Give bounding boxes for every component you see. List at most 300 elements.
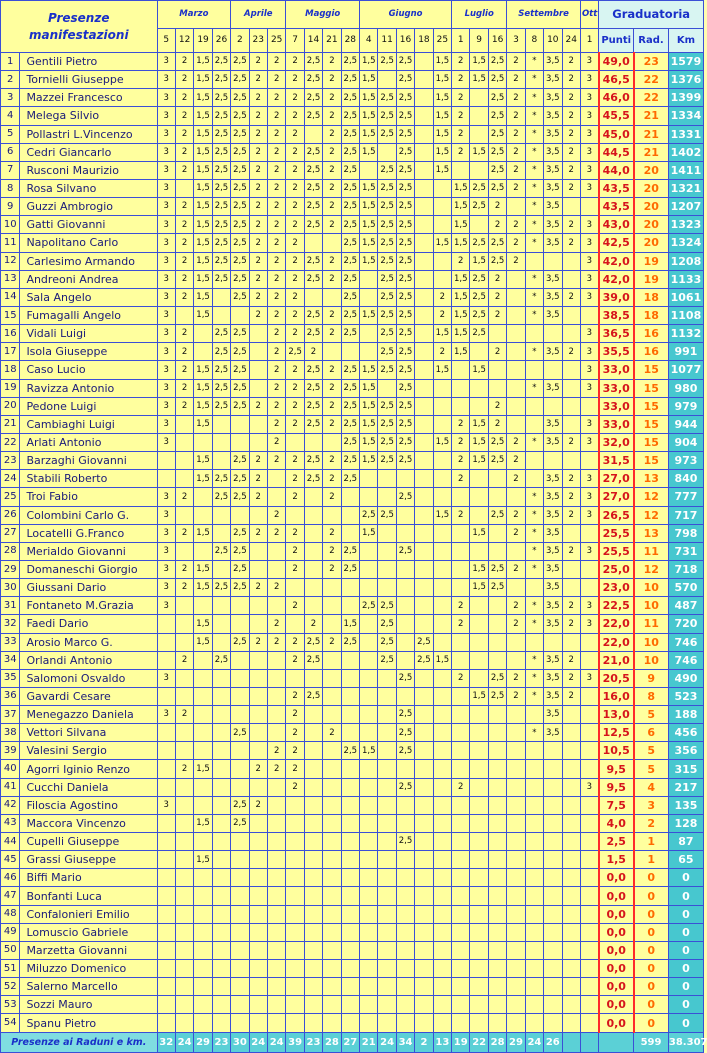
score-cell: 1,5 (360, 361, 378, 379)
score-cell: 1,5 (360, 252, 378, 270)
score-cell: 1,5 (452, 288, 470, 306)
score-cell: 2 (488, 306, 506, 324)
score-cell (341, 996, 359, 1014)
score-cell: 2 (323, 71, 341, 89)
score-cell (433, 633, 451, 651)
score-cell: 2 (323, 415, 341, 433)
participant-name: Barzaghi Giovanni (20, 452, 157, 470)
score-cell: 3 (157, 252, 175, 270)
score-cell: 3 (580, 470, 598, 488)
score-cell (157, 905, 175, 923)
score-cell: 2 (562, 234, 580, 252)
score-cell (433, 415, 451, 433)
score-cell: 2 (507, 669, 525, 687)
score-cell (525, 470, 543, 488)
month-header-marzo: Marzo (157, 1, 231, 29)
score-cell: 1,5 (194, 579, 212, 597)
score-cell: 2 (507, 107, 525, 125)
score-cell (562, 560, 580, 578)
score-cell: 2 (323, 724, 341, 742)
score-cell: 2 (323, 143, 341, 161)
score-cell (249, 724, 267, 742)
punti-value: 42,5 (599, 234, 634, 252)
score-cell (433, 669, 451, 687)
day-header: 9 (470, 29, 488, 53)
rad-value: 11 (634, 615, 669, 633)
score-cell (378, 978, 396, 996)
score-cell: 2,5 (396, 216, 414, 234)
score-cell (452, 379, 470, 397)
score-cell: 2 (507, 252, 525, 270)
score-cell (562, 379, 580, 397)
score-cell: 3 (580, 778, 598, 796)
table-row (1, 778, 704, 796)
score-cell (194, 996, 212, 1014)
score-cell (249, 978, 267, 996)
score-cell: 2,5 (396, 706, 414, 724)
score-cell (157, 960, 175, 978)
table-row (1, 452, 704, 470)
punti-value: 46,0 (599, 89, 634, 107)
score-cell (544, 760, 562, 778)
punti-value: 33,0 (599, 397, 634, 415)
column-total: 23 (212, 1033, 230, 1053)
score-cell: 1,5 (194, 851, 212, 869)
score-cell (433, 379, 451, 397)
score-cell (378, 960, 396, 978)
score-cell (415, 579, 433, 597)
score-cell: 2 (286, 234, 304, 252)
score-cell (212, 452, 230, 470)
score-cell (231, 506, 249, 524)
score-cell: 3,5 (544, 379, 562, 397)
score-cell (452, 978, 470, 996)
score-cell: 2 (562, 143, 580, 161)
participant-name: Guzzi Ambrogio (20, 198, 157, 216)
punti-value: 7,5 (599, 796, 634, 814)
score-cell (470, 851, 488, 869)
score-cell (580, 524, 598, 542)
punti-value: 0,0 (599, 996, 634, 1014)
punti-value: 0,0 (599, 905, 634, 923)
row-number: 38 (1, 724, 20, 742)
score-cell (562, 760, 580, 778)
score-cell: 2 (175, 379, 193, 397)
score-cell (249, 742, 267, 760)
score-cell (525, 996, 543, 1014)
score-cell: 3,5 (544, 343, 562, 361)
score-cell: 3 (157, 361, 175, 379)
participant-name: Melega Silvio (20, 107, 157, 125)
score-cell: 3,5 (544, 216, 562, 234)
score-cell (562, 579, 580, 597)
score-cell (194, 796, 212, 814)
score-cell (341, 833, 359, 851)
score-cell (562, 397, 580, 415)
score-cell: 1,5 (452, 216, 470, 234)
score-cell (562, 706, 580, 724)
row-number: 23 (1, 452, 20, 470)
rad-value: 12 (634, 560, 669, 578)
score-cell: 2,5 (231, 234, 249, 252)
table-row (1, 270, 704, 288)
score-cell (452, 796, 470, 814)
punti-value: 10,5 (599, 742, 634, 760)
score-cell: 1,5 (194, 234, 212, 252)
score-cell (157, 633, 175, 651)
score-cell: 2,5 (396, 179, 414, 197)
row-number: 45 (1, 851, 20, 869)
score-cell (544, 887, 562, 905)
score-cell: 2 (267, 452, 285, 470)
rad-value: 11 (634, 542, 669, 560)
column-total: 24 (378, 1033, 396, 1053)
score-cell: 2,5 (212, 179, 230, 197)
score-cell (544, 960, 562, 978)
km-value: 1334 (668, 107, 703, 125)
score-cell: 2 (452, 778, 470, 796)
score-cell: 2 (267, 524, 285, 542)
score-cell: 2,5 (231, 288, 249, 306)
score-cell: 2 (267, 53, 285, 71)
score-cell: 2,5 (231, 452, 249, 470)
score-cell (470, 814, 488, 832)
score-cell (360, 633, 378, 651)
punti-value: 33,0 (599, 379, 634, 397)
score-cell: 1,5 (452, 270, 470, 288)
score-cell (341, 905, 359, 923)
score-cell (360, 996, 378, 1014)
score-cell (157, 978, 175, 996)
score-cell (415, 978, 433, 996)
rad-value: 1 (634, 833, 669, 851)
score-cell: 2 (249, 216, 267, 234)
rad-value: 20 (634, 161, 669, 179)
score-cell: 2,5 (378, 161, 396, 179)
participant-name: Sozzi Mauro (20, 996, 157, 1014)
rad-value: 0 (634, 887, 669, 905)
score-cell (396, 905, 414, 923)
score-cell (286, 796, 304, 814)
score-cell (360, 470, 378, 488)
score-cell (360, 941, 378, 959)
column-total: 28 (323, 1033, 341, 1053)
score-cell (433, 923, 451, 941)
score-cell: 1,5 (194, 216, 212, 234)
punti-value: 43,5 (599, 198, 634, 216)
score-cell: 2 (175, 161, 193, 179)
score-cell: 3 (157, 506, 175, 524)
score-cell (433, 778, 451, 796)
row-number: 37 (1, 706, 20, 724)
score-cell (323, 851, 341, 869)
score-cell (249, 542, 267, 560)
km-value: 0 (668, 905, 703, 923)
score-cell: 1,5 (433, 651, 451, 669)
score-cell: 1,5 (433, 125, 451, 143)
score-cell: 2 (323, 53, 341, 71)
score-cell: 2,5 (396, 89, 414, 107)
punti-value: 45,5 (599, 107, 634, 125)
score-cell: 1,5 (194, 814, 212, 832)
score-cell: 2,5 (488, 452, 506, 470)
score-cell (415, 433, 433, 451)
score-cell (212, 615, 230, 633)
score-cell (249, 833, 267, 851)
score-cell (304, 760, 322, 778)
score-cell: 1,5 (470, 452, 488, 470)
score-cell (452, 960, 470, 978)
month-header-maggio: Maggio (286, 1, 360, 29)
table-row (1, 252, 704, 270)
punti-value: 0,0 (599, 941, 634, 959)
score-cell: 2,5 (396, 742, 414, 760)
score-cell: 3,5 (544, 161, 562, 179)
score-cell (507, 288, 525, 306)
score-cell (507, 724, 525, 742)
score-cell (267, 851, 285, 869)
km-value: 1132 (668, 325, 703, 343)
score-cell (415, 325, 433, 343)
score-cell (323, 506, 341, 524)
score-cell: 2 (286, 325, 304, 343)
score-cell: 3 (157, 216, 175, 234)
score-cell: 2 (433, 343, 451, 361)
score-cell: 2 (286, 361, 304, 379)
score-cell (470, 996, 488, 1014)
score-cell (286, 923, 304, 941)
table-row (1, 1014, 704, 1033)
km-value: 128 (668, 814, 703, 832)
score-cell: 2,5 (396, 125, 414, 143)
score-cell: 2 (323, 470, 341, 488)
participant-name: Salerno Marcello (20, 978, 157, 996)
score-cell (304, 960, 322, 978)
score-cell: 2 (323, 524, 341, 542)
punti-header: Punti (599, 29, 634, 53)
score-cell (341, 651, 359, 669)
score-cell (544, 452, 562, 470)
score-cell: 1,5 (194, 633, 212, 651)
score-cell: 3 (580, 542, 598, 560)
score-cell (396, 1014, 414, 1033)
score-cell (231, 415, 249, 433)
score-cell: 1,5 (194, 288, 212, 306)
score-cell (488, 760, 506, 778)
score-cell (360, 615, 378, 633)
score-cell (562, 887, 580, 905)
km-value: 0 (668, 869, 703, 887)
score-cell: 2 (488, 270, 506, 288)
column-total: 27 (341, 1033, 359, 1053)
score-cell (452, 887, 470, 905)
row-number: 34 (1, 651, 20, 669)
score-cell (580, 833, 598, 851)
table-row (1, 524, 704, 542)
score-cell: 2 (175, 252, 193, 270)
score-cell: 3 (157, 379, 175, 397)
score-cell: 2 (267, 270, 285, 288)
day-header: 11 (378, 29, 396, 53)
score-cell: 2 (286, 452, 304, 470)
km-value: 1208 (668, 252, 703, 270)
score-cell: 3 (157, 161, 175, 179)
score-cell (544, 996, 562, 1014)
participant-name: Gavardi Cesare (20, 687, 157, 705)
score-cell: 2,5 (396, 161, 414, 179)
score-cell (249, 325, 267, 343)
score-cell: 2 (323, 179, 341, 197)
participant-name: Grassi Giuseppe (20, 851, 157, 869)
score-cell (360, 923, 378, 941)
km-value: 0 (668, 1014, 703, 1033)
score-cell (415, 415, 433, 433)
rad-value: 5 (634, 706, 669, 724)
score-cell: 3 (580, 361, 598, 379)
score-cell (396, 941, 414, 959)
score-cell (580, 887, 598, 905)
row-number: 7 (1, 161, 20, 179)
score-cell (580, 978, 598, 996)
score-cell: 2,5 (341, 234, 359, 252)
score-cell (194, 833, 212, 851)
score-cell (562, 941, 580, 959)
score-cell: 2,5 (231, 796, 249, 814)
score-cell (544, 905, 562, 923)
score-cell (267, 996, 285, 1014)
score-cell (175, 179, 193, 197)
score-cell: 2,5 (341, 379, 359, 397)
score-cell (544, 978, 562, 996)
score-cell: 2,5 (212, 125, 230, 143)
column-total: 32 (157, 1033, 175, 1053)
table-row (1, 288, 704, 306)
km-value: 135 (668, 796, 703, 814)
score-cell (396, 470, 414, 488)
score-cell: 2 (175, 234, 193, 252)
score-cell (231, 905, 249, 923)
score-cell: 2,5 (304, 633, 322, 651)
score-cell: 2 (488, 198, 506, 216)
score-cell (249, 687, 267, 705)
km-value: 0 (668, 887, 703, 905)
score-cell: 1,5 (470, 433, 488, 451)
score-cell (562, 923, 580, 941)
punti-value: 0,0 (599, 978, 634, 996)
score-cell: 2,5 (231, 560, 249, 578)
participant-name: Napolitano Carlo (20, 234, 157, 252)
score-cell (267, 978, 285, 996)
score-cell (360, 325, 378, 343)
table-row (1, 760, 704, 778)
score-cell (267, 560, 285, 578)
score-cell (507, 379, 525, 397)
score-cell (175, 1014, 193, 1033)
km-value: 1324 (668, 234, 703, 252)
score-cell: 1,5 (452, 179, 470, 197)
score-cell: 2,5 (304, 198, 322, 216)
score-cell (249, 415, 267, 433)
table-row (1, 887, 704, 905)
score-cell: 1,5 (194, 270, 212, 288)
participant-name: Andreoni Andrea (20, 270, 157, 288)
score-cell (323, 615, 341, 633)
score-cell: 2,5 (488, 107, 506, 125)
score-cell (544, 397, 562, 415)
row-number: 30 (1, 579, 20, 597)
score-cell: 3 (580, 488, 598, 506)
score-cell: 1,5 (360, 53, 378, 71)
score-cell (415, 687, 433, 705)
table-row (1, 905, 704, 923)
score-cell (525, 452, 543, 470)
score-cell (525, 941, 543, 959)
score-cell (378, 143, 396, 161)
score-cell: 2 (249, 252, 267, 270)
participant-name: Marzetta Giovanni (20, 941, 157, 959)
score-cell (396, 687, 414, 705)
score-cell (507, 887, 525, 905)
score-cell: 2 (267, 306, 285, 324)
score-cell (544, 869, 562, 887)
score-cell (433, 1014, 451, 1033)
score-cell: 2 (267, 379, 285, 397)
rad-value: 0 (634, 923, 669, 941)
score-cell (452, 397, 470, 415)
score-cell: 3 (157, 488, 175, 506)
score-cell: 1,5 (194, 361, 212, 379)
score-cell (323, 433, 341, 451)
score-cell: 3,5 (544, 125, 562, 143)
score-cell (580, 633, 598, 651)
score-cell (212, 851, 230, 869)
score-cell: 2 (267, 198, 285, 216)
score-cell (562, 452, 580, 470)
score-cell: 1,5 (470, 53, 488, 71)
score-cell (470, 706, 488, 724)
score-cell: 3,5 (544, 107, 562, 125)
rad-total: 599 (634, 1033, 669, 1053)
score-cell (488, 615, 506, 633)
score-cell (433, 216, 451, 234)
km-value: 0 (668, 941, 703, 959)
score-cell: 1,5 (360, 179, 378, 197)
score-cell (415, 615, 433, 633)
score-cell (433, 270, 451, 288)
score-cell (452, 851, 470, 869)
title-line1: Presenze (48, 10, 110, 25)
score-cell (415, 851, 433, 869)
score-cell: 2 (507, 524, 525, 542)
score-cell: 2 (323, 216, 341, 234)
score-cell: 2 (249, 179, 267, 197)
score-cell: 2,5 (212, 89, 230, 107)
score-cell (433, 814, 451, 832)
score-cell: 1,5 (470, 524, 488, 542)
score-cell: 3 (580, 179, 598, 197)
score-cell: 3 (157, 107, 175, 125)
row-number: 6 (1, 143, 20, 161)
score-cell (378, 524, 396, 542)
participant-name: Menegazzo Daniela (20, 706, 157, 724)
score-cell: 1,5 (470, 560, 488, 578)
score-cell (396, 869, 414, 887)
score-cell (175, 778, 193, 796)
score-cell: 2 (175, 71, 193, 89)
score-cell: 2,5 (396, 433, 414, 451)
day-header: 12 (175, 29, 193, 53)
km-value: 65 (668, 851, 703, 869)
